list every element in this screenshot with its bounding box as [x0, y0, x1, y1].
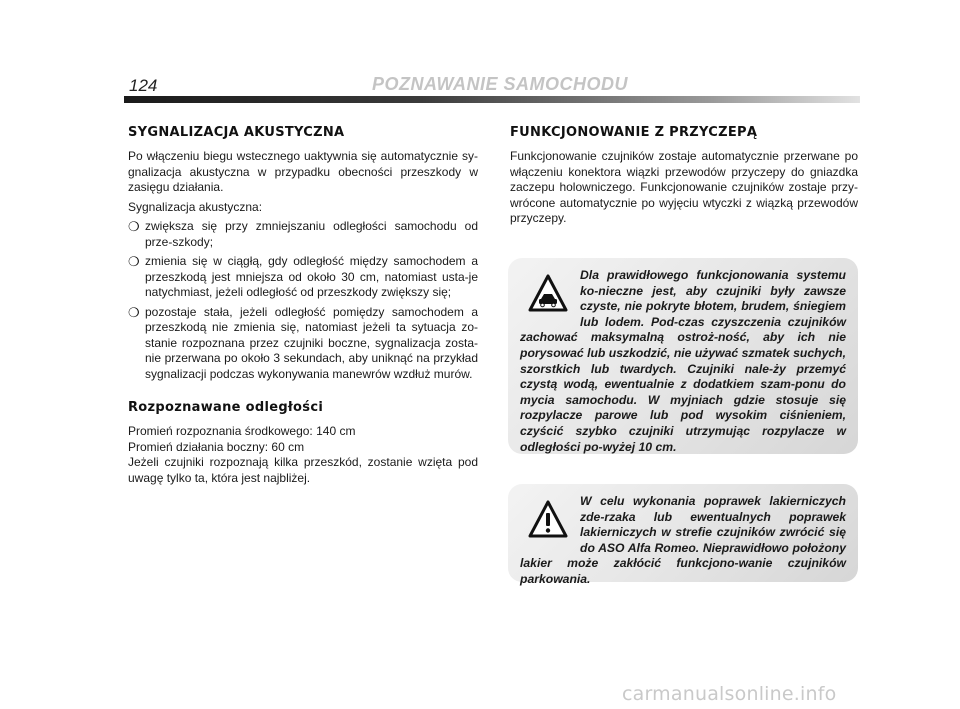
trailer-paragraph: Funkcjonowanie czujników zostaje automatycznie przerwane po włączeniu konektora wiązki przewodów przyczepy do gniazdka zaczepu holowniczego. Funkcjonowanie czujników zostaje przy-wrócone automatycznie po wyjęciu wtyczki z wiązką przewodów przyczepy. — [510, 149, 858, 225]
paint-note-box — [508, 484, 858, 586]
car-warning-icon — [528, 274, 568, 314]
distance-lines — [128, 424, 478, 455]
list-item — [128, 219, 478, 250]
list-item-text: pozostaje stała, jeżeli odległość pomiędzy samochodem a przeszkodą nie zmienia się, natomiast jeżeli ta sytuacja zo-stanie rozpoznana przez czujniki boczne, sygnalizacja zosta-nie przerwana po około 3 sekundach, aby uniknąć na przykład sygnalizacji podczas wykonywania manewrów wzdłuż murów. — [145, 304, 478, 381]
acoustic-list-intro: Sygnalizacja akustyczna: — [128, 199, 263, 214]
right-column — [510, 125, 858, 231]
page-header — [0, 0, 960, 110]
acoustic-intro-paragraph: Po włączeniu biegu wstecznego uaktywnia się automatycznie sy-gnalizacja akustyczna w przypadku obecności przeszkody w zasięgu działania. — [128, 149, 478, 194]
running-title: POZNAWANIE SAMOCHODU — [372, 74, 629, 94]
section-title-detected-distances: Rozpoznawane odległości — [128, 400, 324, 415]
list-item — [128, 254, 478, 301]
watermark: carmanualsonline.info — [622, 683, 837, 705]
bullet-icon: ❍ — [128, 254, 140, 269]
central-range-line: Promień rozpoznania środkowego: 140 cm — [128, 424, 356, 438]
nearest-obstacle-paragraph: Jeżeli czujniki rozpoznają kilka przeszkód, zostanie wzięta pod uwagę tylko ta, która jest najbliżej. — [128, 455, 478, 485]
warning-triangle-icon — [528, 500, 568, 540]
list-item-text: zmienia się w ciągłą, gdy odległość między samochodem a przeszkodą jest mniejsza od około 30 cm, natomiast usta-je natychmiast, jeżeli odległość od przeszkody zwiększy się; — [145, 254, 478, 299]
side-range-line: Promień działania boczny: 60 cm — [128, 439, 305, 454]
bullet-icon: ❍ — [128, 304, 140, 320]
left-column — [128, 125, 478, 490]
paint-note-text: W celu wykonania poprawek lakierniczych zde-rzaka lub ewentualnych poprawek lakierniczych w strefie czujników zwrócić się do ASO Alfa Romeo. Nieprawidłowo położony lakier może zakłócić funkcjono-wanie czujników parkowania. — [520, 494, 846, 586]
header-rule — [124, 96, 860, 103]
cleaning-note-box — [508, 258, 858, 454]
bullet-icon: ❍ — [128, 219, 140, 234]
section-title-trailer: FUNKCJONOWANIE Z PRZYCZEPĄ — [510, 125, 758, 140]
cleaning-note-text: Dla prawidłowego funkcjonowania systemu ko-nieczne jest, aby czujniki były zawsze czyste, nie pokryte błotem, brudem, śniegiem lub lodem. Pod-czas czyszczenia czujników zachować maksymalną ostroż-ność, aby ich nie porysować lub uszkodzić, nie używać szmatek suchych, szorstkich lub twardych. Czujniki nale-ży przemyć czystą wodą, ewentualnie z dodatkiem szam-ponu do mycia samochodu. W myjniach gdzie stosuje się rozpylacze parowe lub pod wysokim ciśnieniem, czyścić szybko czujniki utrzymując rozpylacze w odległości po-wyżej 10 cm. — [520, 268, 846, 454]
list-item-text: zwiększa się przy zmniejszaniu odległości samochodu od prze-szkody; — [145, 219, 478, 249]
acoustic-bullet-list — [128, 219, 478, 382]
section-title-acoustic-signal: SYGNALIZACJA AKUSTYCZNA — [128, 125, 345, 140]
page-number: 124 — [129, 76, 158, 95]
list-item — [128, 305, 478, 383]
